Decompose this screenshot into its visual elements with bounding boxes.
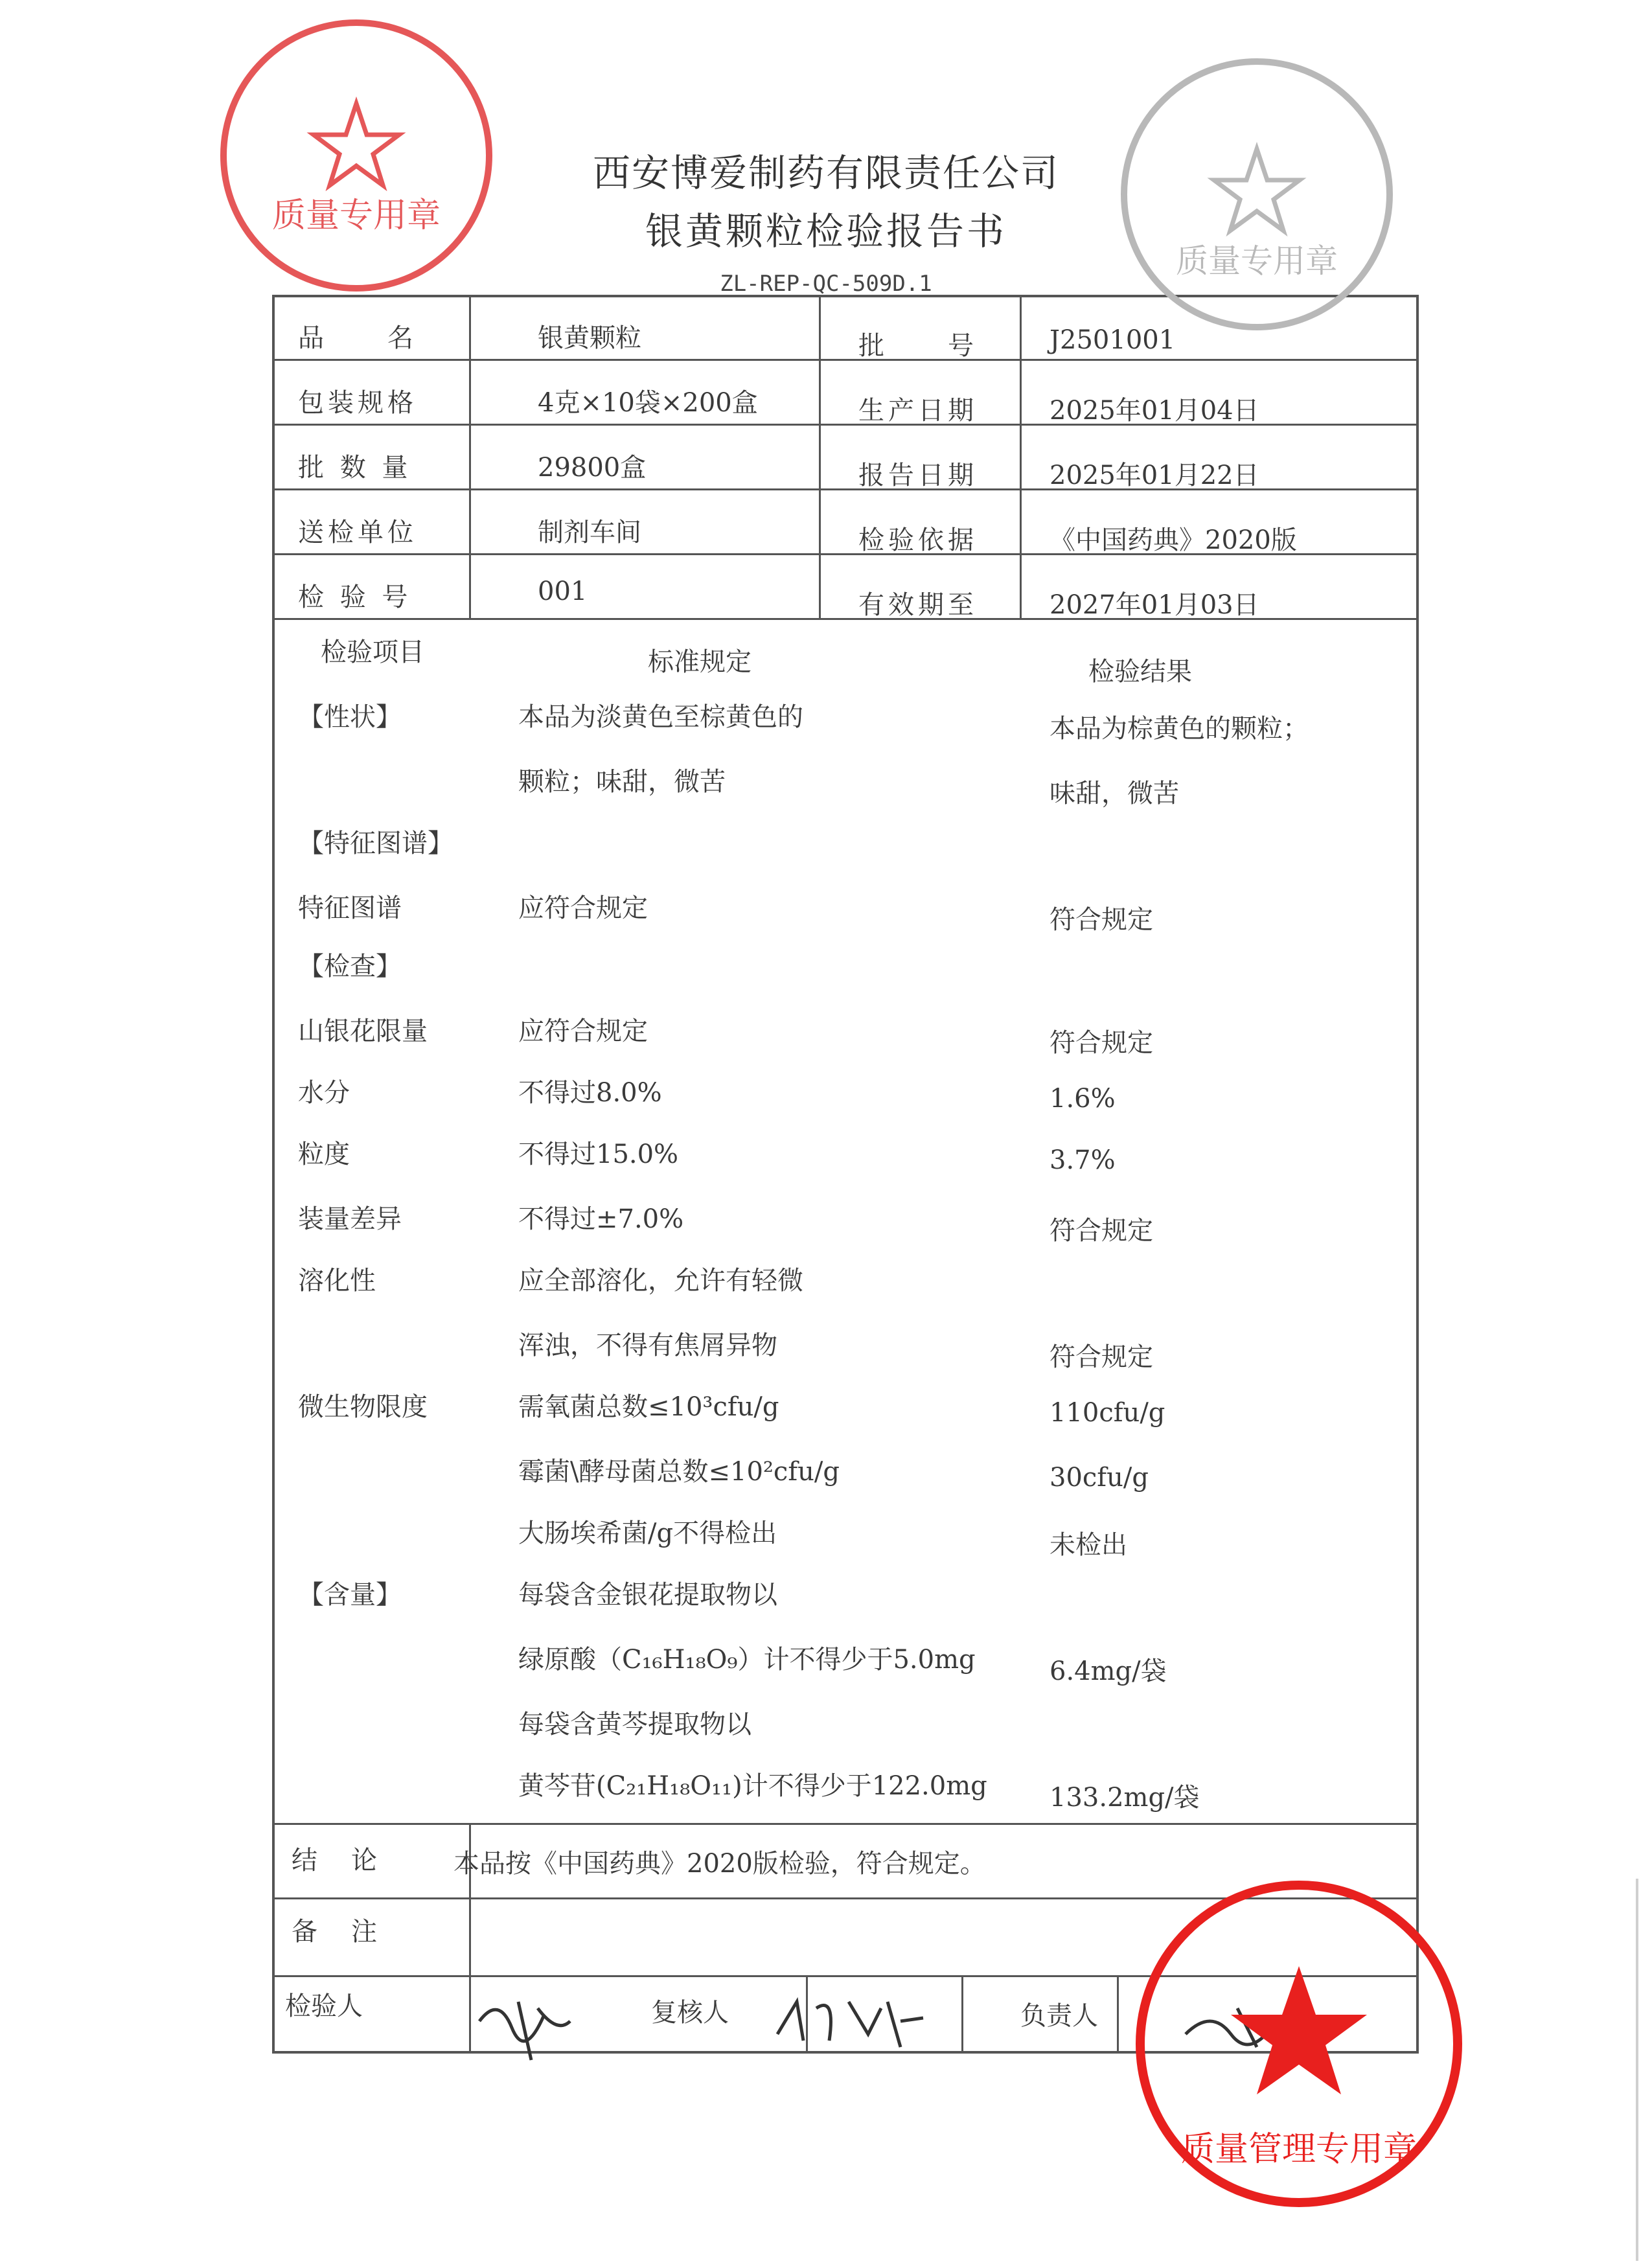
conclusion-label: 结 论 — [292, 1846, 381, 1875]
report-title: 银黄颗粒检验报告书 — [645, 209, 1007, 253]
test-item: 水分 — [298, 1078, 350, 1108]
test-standard: 绿原酸（C₁₆H₁₈O₉）计不得少于5.0mg — [518, 1645, 976, 1675]
manager-label: 负责人 — [1020, 2001, 1098, 2031]
test-standard: 应符合规定 — [518, 1016, 648, 1046]
test-standard: 黄芩苷(C₂₁H₁₈O₁₁)计不得少于122.0mg — [518, 1771, 987, 1801]
info-value: 4克×10袋×200盒 — [538, 388, 758, 418]
info-value: 制剂车间 — [538, 518, 641, 547]
info-value: 2027年01月03日 — [1050, 590, 1259, 620]
reviewer-signature — [771, 1982, 926, 2060]
info-value: 《中国药典》2020版 — [1050, 525, 1297, 555]
test-item: 【特征图谱】 — [298, 829, 453, 858]
quality-stamp-bottom-right — [1124, 1869, 1474, 2219]
info-label: 品 名 — [298, 323, 417, 353]
info-label: 有效期至 — [858, 590, 978, 620]
test-item: 粒度 — [298, 1140, 350, 1169]
test-standard: 不得过±7.0% — [518, 1204, 684, 1234]
info-label: 批 数 量 — [298, 453, 412, 483]
test-result: 符合规定 — [1050, 1342, 1153, 1372]
row-divider — [275, 1823, 1417, 1825]
col-divider — [1020, 297, 1022, 618]
reviewer-label: 复核人 — [651, 1998, 729, 2028]
test-result: 1.6% — [1050, 1084, 1116, 1114]
column-header-standard: 标准规定 — [648, 647, 751, 677]
test-item: 【检查】 — [298, 952, 402, 981]
test-item: 微生物限度 — [298, 1392, 428, 1422]
test-standard: 应符合规定 — [518, 893, 648, 923]
conclusion-text: 本品按《中国药典》2020版检验，符合规定。 — [453, 1849, 986, 1879]
test-result: 30cfu/g — [1050, 1463, 1149, 1493]
info-value: 2025年01月22日 — [1050, 461, 1259, 490]
test-standard: 大肠埃希菌/g不得检出 — [518, 1518, 777, 1548]
col-divider — [469, 297, 471, 618]
info-label: 报告日期 — [858, 461, 978, 490]
quality-stamp-top-right — [1101, 52, 1412, 337]
col-divider — [1117, 1975, 1119, 2054]
test-standard: 每袋含金银花提取物以 — [518, 1580, 777, 1610]
test-item: 【含量】 — [298, 1580, 402, 1610]
test-standard: 不得过8.0% — [518, 1078, 662, 1108]
test-result: 符合规定 — [1050, 905, 1153, 935]
document-number: ZL-REP-QC-509D.1 — [720, 271, 932, 297]
info-label: 批 号 — [858, 331, 978, 361]
test-item: 特征图谱 — [298, 893, 402, 923]
test-result: 110cfu/g — [1050, 1398, 1165, 1428]
test-result: 未检出 — [1050, 1530, 1127, 1560]
remarks-label: 备 注 — [292, 1917, 381, 1947]
test-item: 山银花限量 — [298, 1016, 428, 1046]
test-standard: 每袋含黄芩提取物以 — [518, 1710, 751, 1739]
row-divider — [275, 359, 1417, 361]
info-label: 包装规格 — [298, 388, 417, 418]
info-value: 银黄颗粒 — [538, 323, 641, 353]
info-label: 生产日期 — [858, 396, 978, 426]
test-item: 溶化性 — [298, 1266, 376, 1296]
quality-stamp-top-left — [201, 13, 512, 298]
col-divider — [819, 297, 821, 618]
test-standard: 本品为淡黄色至棕黄色的 — [518, 702, 803, 732]
info-value: 001 — [538, 577, 588, 606]
test-standard: 霉菌\酵母菌总数≤10²cfu/g — [518, 1457, 840, 1487]
test-standard: 不得过15.0% — [518, 1140, 679, 1169]
test-result: 3.7% — [1050, 1145, 1116, 1175]
info-label: 送检单位 — [298, 518, 417, 547]
inspector-signature — [473, 1982, 577, 2073]
test-result: 符合规定 — [1050, 1028, 1153, 1058]
inspector-label: 检验人 — [285, 1991, 363, 2021]
info-value: 2025年01月04日 — [1050, 396, 1259, 426]
column-header-result: 检验结果 — [1088, 657, 1192, 687]
info-label: 检验依据 — [858, 525, 978, 555]
column-header-item: 检验项目 — [321, 637, 424, 667]
test-standard: 颗粒；味甜，微苦 — [518, 767, 726, 797]
test-result: 133.2mg/袋 — [1050, 1783, 1200, 1813]
test-result: 6.4mg/袋 — [1050, 1656, 1167, 1686]
svg-text:质量专用章: 质量专用章 — [271, 196, 441, 235]
test-item: 【性状】 — [298, 702, 402, 732]
test-item: 装量差异 — [298, 1204, 402, 1234]
test-standard: 应全部溶化，允许有轻微 — [518, 1266, 803, 1296]
info-label: 检 验 号 — [298, 582, 412, 612]
svg-text:质量管理专用章: 质量管理专用章 — [1180, 2130, 1417, 2169]
scan-edge — [1636, 1879, 1638, 2261]
company-name: 西安博爱制药有限责任公司 — [592, 151, 1059, 195]
info-value: J2501001 — [1050, 325, 1176, 355]
svg-text:质量专用章: 质量专用章 — [1176, 242, 1338, 280]
test-result: 符合规定 — [1050, 1216, 1153, 1246]
col-divider — [961, 1975, 963, 2054]
test-result: 本品为棕黄色的颗粒； — [1050, 714, 1309, 744]
test-standard: 浑浊，不得有焦屑异物 — [518, 1331, 777, 1360]
test-standard: 需氧菌总数≤10³cfu/g — [518, 1392, 779, 1422]
info-value: 29800盒 — [538, 453, 647, 483]
test-result: 味甜，微苦 — [1050, 779, 1179, 808]
